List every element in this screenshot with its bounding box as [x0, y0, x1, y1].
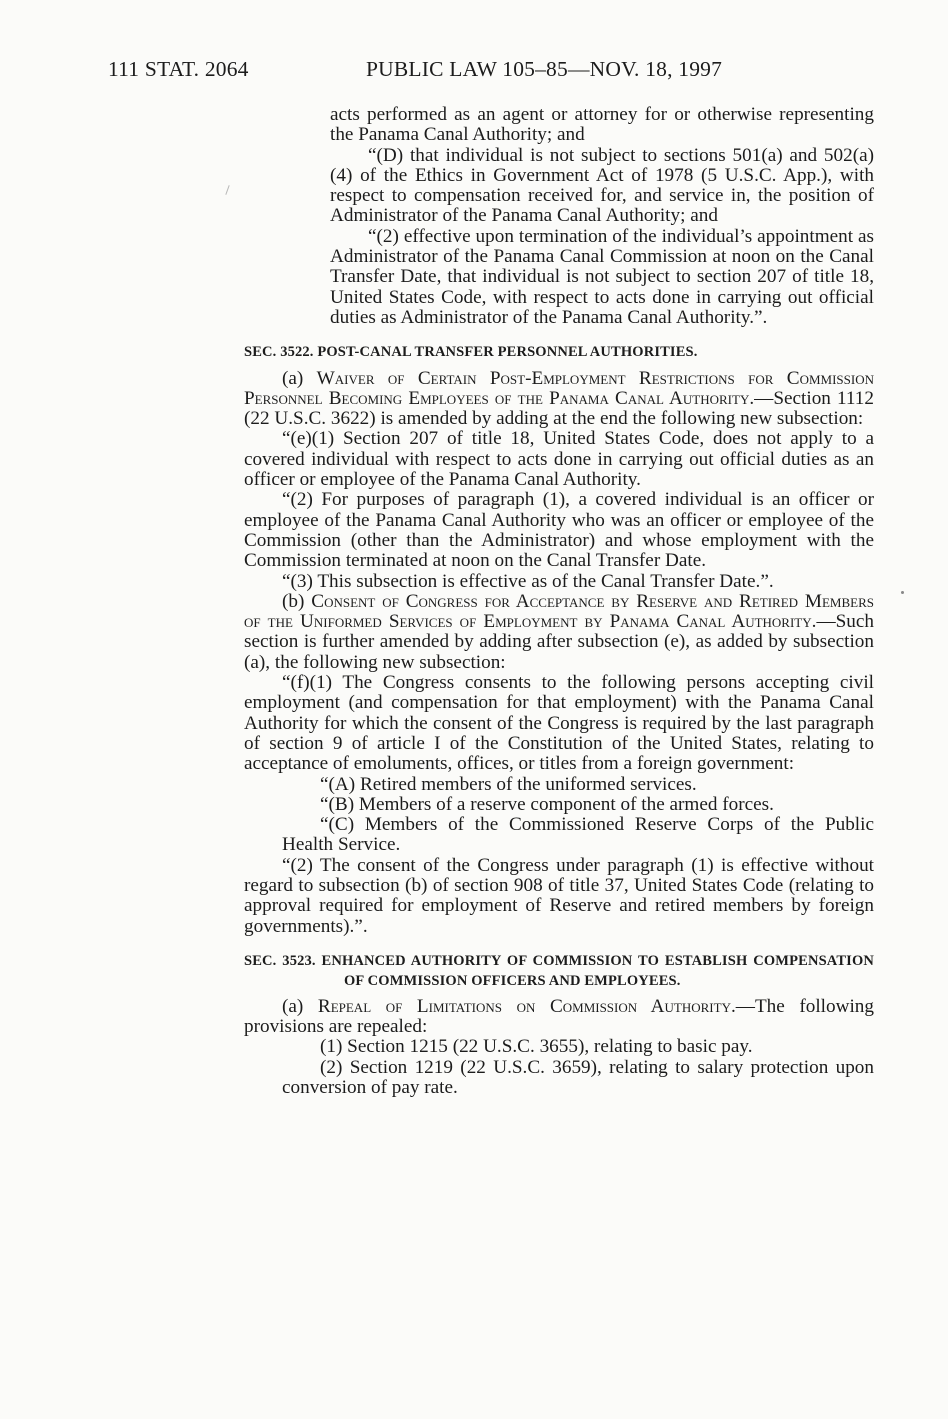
scan-dot: [901, 591, 904, 594]
statute-page-number: 111 STAT. 2064: [108, 57, 249, 81]
page-body: [244, 105, 874, 1098]
subsection-a-heading: Waiver of Certain Post-Employment Restrictions for Commission Personnel Becoming Employees of the Panama Canal Authority.: [244, 367, 874, 409]
subsection-b: [244, 592, 874, 673]
paragraph-e2: “(2) For purposes of paragraph (1), a covered individual is an officer or employee of the Panama Canal Authority who was an officer or employee of the Commission (other than the Administrator) and whose employment with the Commission terminated at noon on the Canal Transfer Date.: [244, 489, 874, 572]
subsection-3523-a: [244, 997, 874, 1038]
subsection-3523-a-heading: Repeal of Limitations on Commission Authority.: [317, 995, 736, 1017]
subparagraph-d: [244, 146, 874, 329]
paragraph-f1: “(f)(1) The Congress consents to the following persons accepting civil employment (and compensation for that employment) with the Panama Canal Authority for which the consent of the Congress is required by the last paragraph of section 9 of article I of the Constitution of the United States, relating to acceptance of emoluments, offices, or titles from a foreign government:: [244, 672, 874, 775]
paragraph-d: “(D) that individual is not subject to sections 501(a) and 502(a)(4) of the Ethics in Government Act of 1978 (5 U.S.C. App.), with respect to compensation received for, and service in, the position of Administrator of the Panama Canal Authority; and: [330, 144, 874, 227]
scan-mark: [225, 185, 229, 195]
subsection-3523-a-label: (a): [282, 995, 318, 1017]
subsection-3523-a-text: —The following provisions are repealed:: [244, 995, 874, 1038]
paragraph-fb: “(B) Members of a reserve component of the armed forces.: [320, 793, 774, 815]
section-3522-heading: SEC. 3522. POST-CANAL TRANSFER PERSONNEL AUTHORITIES.: [244, 344, 698, 361]
subsection-b-text: —Such section is further amended by adding after subsection (e), as added by subsection (a), the following new subsection:: [244, 611, 874, 673]
subsection-a-label: (a): [282, 367, 317, 389]
repeal-item-1: (1) Section 1215 (22 U.S.C. 3655), relating to basic pay.: [320, 1036, 753, 1058]
paragraph-f2: “(2) The consent of the Congress under paragraph (1) is effective without regard to subsection (b) of section 908 of title 37, United States Code (relating to approval required for employment of Reserve and retired members by foreign governments).”.: [244, 854, 874, 937]
subsection-b-heading: Consent of Congress for Acceptance by Reserve and Retired Members of the Uniformed Services of Employment by Panama Canal Authority.: [244, 590, 874, 633]
public-law-title: PUBLIC LAW 105–85—NOV. 18, 1997: [366, 57, 723, 81]
subsection-a-text: —Section 1112 (22 U.S.C. 3622) is amended by adding at the end the following new subsection:: [244, 387, 874, 430]
paragraph-e3: “(3) This subsection is effective as of the Canal Transfer Date.”.: [282, 570, 774, 592]
paragraph-fa: “(A) Retired members of the uniformed services.: [320, 773, 697, 795]
paragraph-2: “(2) effective upon termination of the individual’s appointment as Administrator of the Panama Canal Commission at noon on the Canal Transfer Date, that individual is not subject to section 207 of title 18, United States Code, with respect to acts done in carrying out official duties as Administrator of the Panama Canal Authority.”.: [330, 225, 874, 328]
repeal-item-2: (2) Section 1219 (22 U.S.C. 3659), relating to salary protection upon conversion of pay rate.: [282, 1056, 874, 1099]
subsection-b-label: (b): [282, 590, 312, 612]
section-3523-heading: SEC. 3523. ENHANCED AUTHORITY OF COMMISSION TO ESTABLISH COMPENSATION OF COMMISSION OFFICERS AND EMPLOYEES.: [244, 952, 874, 989]
paragraph-fc: “(C) Members of the Commissioned Reserve Corps of the Public Health Service.: [282, 814, 874, 856]
paragraph-continuation: acts performed as an agent or attorney for or otherwise representing the Panama Canal Authority; and: [330, 104, 874, 146]
paragraph-e1: “(e)(1) Section 207 of title 18, United States Code, does not apply to a covered individual with respect to acts done in carrying out official duties as an officer or employee of the Panama Canal Authority.: [244, 428, 874, 491]
subsection-a: [244, 369, 874, 430]
